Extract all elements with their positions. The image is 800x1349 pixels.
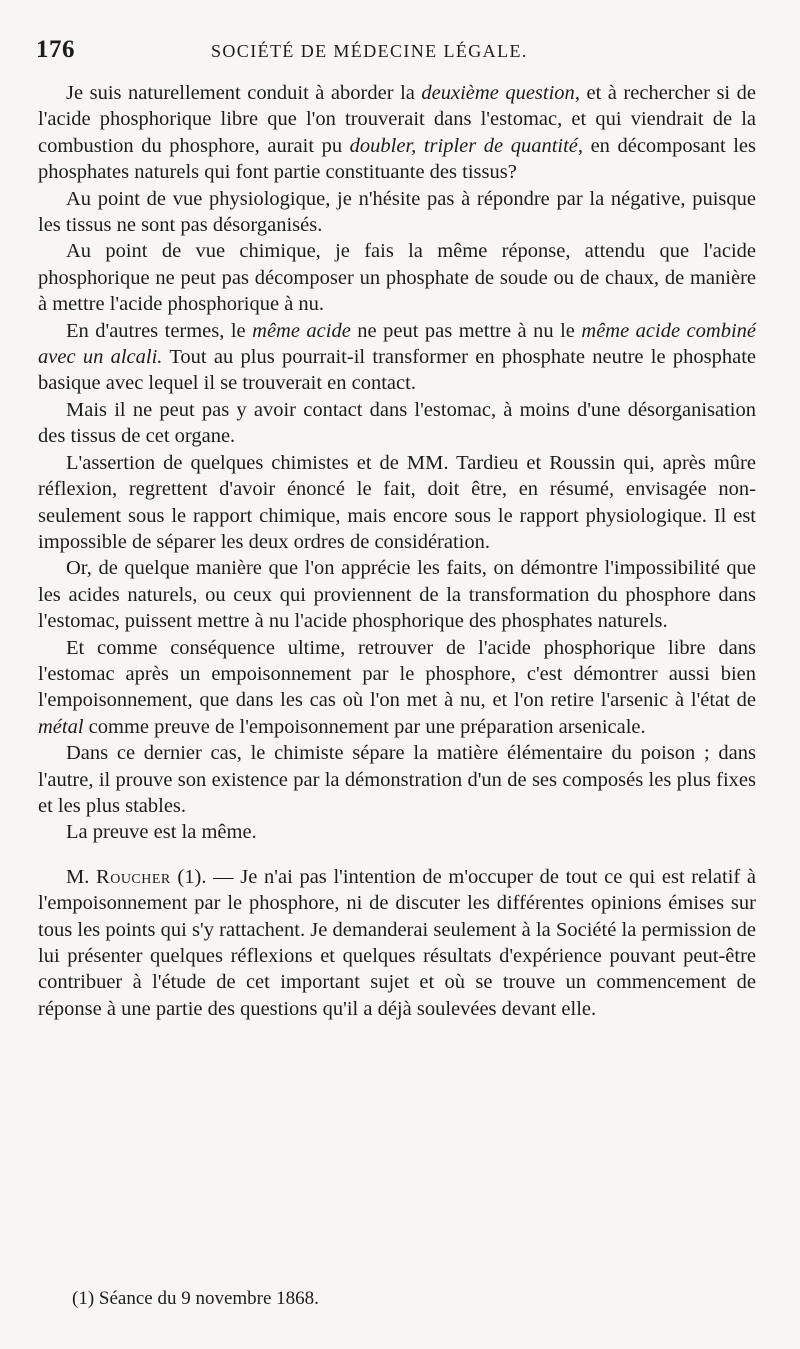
text-run: Et comme conséquence ultime, retrouver de l'acide phosphorique libre dans l'estomac après un empoisonnement par le phosphore, c'est démontrer aussi bien l'empoisonnement, que dans les cas où l'on met à nu, et l'on retire l'arsenic à l'état de (38, 636, 756, 712)
text-run: ne peut pas mettre à nu le (350, 319, 582, 342)
paragraph-8 (38, 635, 756, 741)
page-header (36, 36, 756, 72)
text-run: — Je n'ai pas l'intention de m'occuper de tout ce qui est relatif à l'empoisonnement par le phosphore, ni de discuter les différentes opinions émises sur tous les points qui s'y rattachent. Je demanderai seulement à la Société la permission de lui présenter quelques réflexions et quelques résultats d'expérience pouvant peut-être contribuer à l'étude de cet important sujet et où se trouve un commencement de réponse à une partie des questions qu'il a déjà soulevées devant elle. (38, 865, 757, 1020)
emphasis: même acide (252, 319, 351, 342)
text-run: Je suis naturellement conduit à aborder la (66, 82, 422, 104)
emphasis: même acide combiné avec un alcali. (38, 319, 756, 369)
paragraph-5: Mais il ne peut pas y avoir contact dans l'estomac, à moins d'une désorganisation des tissus de cet organe. (38, 398, 756, 448)
footnote: (1) Séance du 9 novembre 1868. (72, 1288, 319, 1309)
emphasis: deuxième question (421, 82, 575, 104)
footnote-reference: (1). (170, 865, 207, 888)
running-head: SOCIÉTÉ DE MÉDECINE LÉGALE. (211, 41, 528, 61)
paragraph-3: Au point de vue chimique, je fais la même réponse, attendu que l'acide phosphorique ne peut pas décomposer un phosphate de soude ou de chaux, de manière à mettre l'acide phosphorique à nu. (38, 240, 756, 316)
text-run: En d'autres termes, le (66, 319, 253, 342)
speaker-name: Roucher (96, 865, 171, 888)
paragraph-11 (38, 864, 756, 1022)
page-number: 176 (36, 36, 75, 63)
paragraph-4 (38, 318, 756, 397)
speaker-prefix: M. (66, 865, 97, 888)
paragraph-6: L'assertion de quelques chimistes et de MM. Tardieu et Roussin qui, après mûre réflexion, regrettent d'avoir énoncé le fait, doit être, en résumé, envisagée non-seulement sous le rapport chimique, mais encore sous le rapport physiologique. Il est impossible de séparer les deux ordres de considération. (38, 451, 756, 553)
text-run: Tout au plus pourrait-il transformer en phosphate neutre le phosphate basique avec lequel il se trouverait en contact. (38, 346, 756, 395)
body-text (38, 80, 756, 1022)
paragraph-9: Dans ce dernier cas, le chimiste sépare la matière élémentaire du poison ; dans l'autre, il prouve son existence par la démonstration d'un de ses composés les plus fixes et les plus stables. (38, 742, 756, 817)
text-run: , et à rechercher si de l'acide phosphorique libre que l'on trouverait dans l'estomac, et qui viendrait de la combustion du phosphore, aurait pu (38, 82, 756, 157)
emphasis: métal (38, 715, 84, 738)
text-run: , en décomposant les phosphates naturels qui font partie constituante des tissus? (38, 134, 756, 184)
paragraph-1 (38, 80, 756, 186)
paragraph-2: Au point de vue physiologique, je n'hésite pas à répondre par la négative, puisque les tissus ne sont pas désorganisés. (38, 187, 756, 237)
paragraph-10: La preuve est la même. (66, 821, 257, 844)
paragraph-7: Or, de quelque manière que l'on apprécie les faits, on démontre l'impossibilité que les acides naturels, ou ceux qui proviennent de la transformation du phosphore dans l'estomac, puissent mettre à nu l'acide phosphorique des phosphates naturels. (38, 557, 756, 633)
text-run: comme preuve de l'empoisonnement par une préparation arsenicale. (83, 715, 646, 738)
emphasis: doubler, tripler de quantité (349, 134, 578, 157)
